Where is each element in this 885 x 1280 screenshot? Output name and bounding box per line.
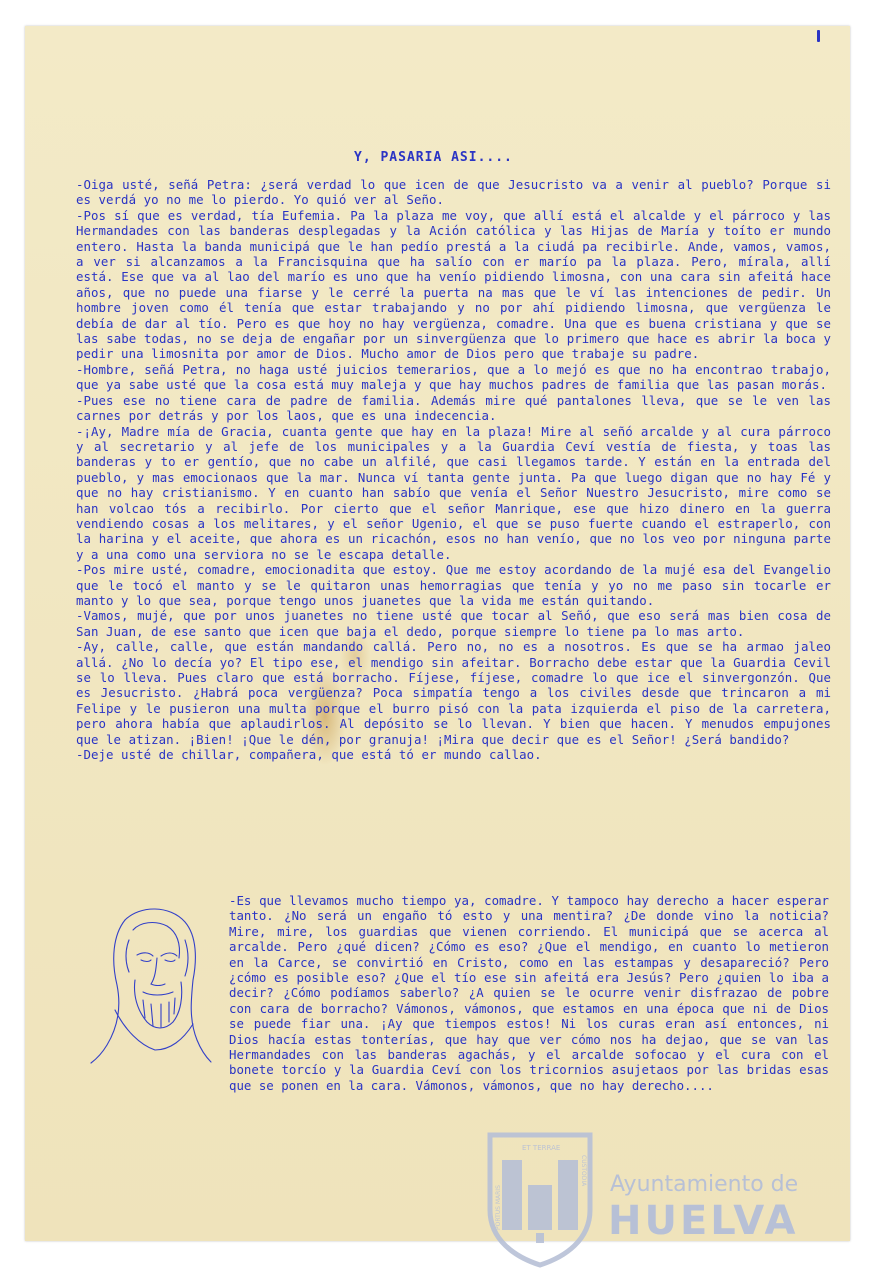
dialogue-body xyxy=(76,177,831,762)
paragraph: -Hombre, señá Petra, no haga usté juicios temerarios, que a lo mejó es que no ha encontrao trabajo, que ya sabe usté que la cosa está muy maleja y que hay muchos padres de familia que las pasan morás. xyxy=(76,361,831,393)
seal-motto-right: CUSTODIA xyxy=(580,1155,587,1187)
christ-face-sketch xyxy=(85,900,215,1065)
paragraph: -Pues ese no tiene cara de padre de familia. Además mire qué pantalones lleva, que se le ven las carnes por detrás y por los laos, que es una indecencia. xyxy=(76,392,831,424)
paragraph: -¡Ay, Madre mía de Gracia, cuanta gente que hay en la plaza! Mire al señó arcalde y al cura párroco y al secretario y al jefe de los municipales y a la Guardia Ceví vestía de fiesta, y toas las banderas y to er gentío, que no cabe un alfilé, que casi llegamos tarde. Y están en la entrada del pueblo, y mas emocionaos que la mar. Nunca ví tanta gente junta. Pa que luego digan que no hay Fé y que no hay cristianismo. Y en cuanto han sabío que venía el Señor Nuestro Jesucristo, mire como se han volcao tós a recibirlo. Por cierto que el señor Manrique, ese que hizo dinero en la guerra vendiendo cosas a los melitares, y el señor Ugenio, el que se puso fuerte cuando el estraperlo, con la harina y el aceite, que ahora es un ricachón, esos no han venío, que no los veo por ninguna parte y a una como una serviora no se le escapa detalle. xyxy=(76,423,831,562)
ink-mark xyxy=(817,30,820,42)
paragraph: -Ay, calle, calle, que están mandando callá. Pero no, no es a nosotros. Es que se ha armao jaleo allá. ¿No lo decía yo? El tipo ese, el mendigo sin afeitar. Borracho debe estar que la Guardia Cevil se lo lleva. Pues claro que está borracho. Fíjese, fíjese, comadre lo que ice el sinvergonzón. Que es Jesucristo. ¿Habrá poca vergüenza? Poca simpatía tengo a los civiles desde que trincaron a mi Felipe y le pusieron una multa porque el burro pisó con la pata izquierda el piso de la carretera, pero ahora había que aplaudirlos. Al depósito se lo llevan. Y bien que hacen. Y menudos empujones que le atizan. ¡Bien! ¡Que le dén, por granuja! ¡Mira que decir que es el Señor! ¿Será bandido? xyxy=(76,639,831,747)
seal-motto-top: ET TERRAE xyxy=(522,1144,561,1152)
paragraph: -Pos sí que es verdad, tía Eufemia. Pa la plaza me voy, que allí está el alcalde y el párroco y las Hermandades con las banderas desplegadas y la Ación católica y las Hijas de María y toíto er mundo entero. Hasta la banda municipá que le han pedío prestá a la ciudá pa recibirle. Ande, vamos, vamos, a ver si alcanzamos a la Francisquina que ha salío con er marío pa la plaza. Pero, mírala, allí está. Ese que va al lao del marío es uno que ha venío pidiendo limosna, con una cara sin afeitá hace años, que no puede una fiarse y le cerré la puerta na mas que le ví las intenciones de pedir. Un hombre joven como él tenía que estar trabajando y no por ahí pidiendo limosna, que vergüenza le debía de dar al tío. Pero es que hoy no hay vergüenza, comadre. Una que es buena cristiana y que se las sabe todas, no se deja de engañar por un sinvergüenza que lo primero que hace es abrir la boca y pedir una limosnita por amor de Dios. Mucho amor de Dios pero que trabaje su padre. xyxy=(76,207,831,362)
paragraph: -Oiga usté, señá Petra: ¿será verdad lo que icen de que Jesucristo va a venir al pueblo? Porque si es verdá yo no me lo pierdo. Yo quió ver al Seño. xyxy=(76,177,831,208)
final-paragraph-block xyxy=(229,893,829,1093)
seal-motto-left: PORTUS MARIS xyxy=(495,1185,502,1230)
watermark-line2: HUELVA xyxy=(608,1198,799,1244)
document-title: Y, PASARIA ASI.... xyxy=(354,150,513,165)
paragraph: -Es que llevamos mucho tiempo ya, comadre. Y tampoco hay derecho a hacer esperar tanto. ¿No será un engaño tó esto y una mentira? ¿De donde vino la noticia? Mire, mire, los guardias que vienen corriendo. El municipá que se acerca al arcalde. Pero ¿qué dicen? ¿Cómo es eso? ¿Que el mendigo, en cuanto lo metieron en la Carce, se convirtió en Cristo, como en las estampas y desapareció? Pero ¿cómo es posible eso? ¿Que el tío ese sin afeitá era Jesús? Pero ¿quien lo iba a decir? ¿Cómo podíamos saberlo? ¿A quien se le ocurre venir disfrazao de pobre con cara de borracho? Vámonos, vámonos, que estamos en una época que ni de Dios se puede fiar una. ¡Ay que tiempos estos! Ni los curas eran así entonces, ni Dios hacía estas tonterías, que hay que ver cómo nos ha dejao, que se van las Hermandades con las banderas agachás, y el arcalde sofocao y el cura con el bonete torcío y la Guardia Ceví con los tricornios asujetaos por las bridas esas que se ponen en la cara. Vámonos, vámonos, que no hay derecho.... xyxy=(229,893,829,1093)
watermark-line1: Ayuntamiento de xyxy=(610,1172,799,1197)
paragraph: -Pos mire usté, comadre, emocionadita que estoy. Que me estoy acordando de la mujé esa del Evangelio que le tocó el manto y se le quitaron unas hemorragias que tenía y yo no me paso sin tocarle er manto y lo que sea, porque tengo unos juanetes que la vida me están quitando. xyxy=(76,562,831,608)
paragraph: -Deje usté de chillar, compañera, que está tó er mundo callao. xyxy=(76,747,542,763)
paragraph: -Vamos, mujé, que por unos juanetes no tiene usté que tocar al Señó, que eso será mas bien cosa de San Juan, de ese santo que icen que baja el dedo, porque siempre lo tiene pa lo mas arto. xyxy=(76,608,831,639)
